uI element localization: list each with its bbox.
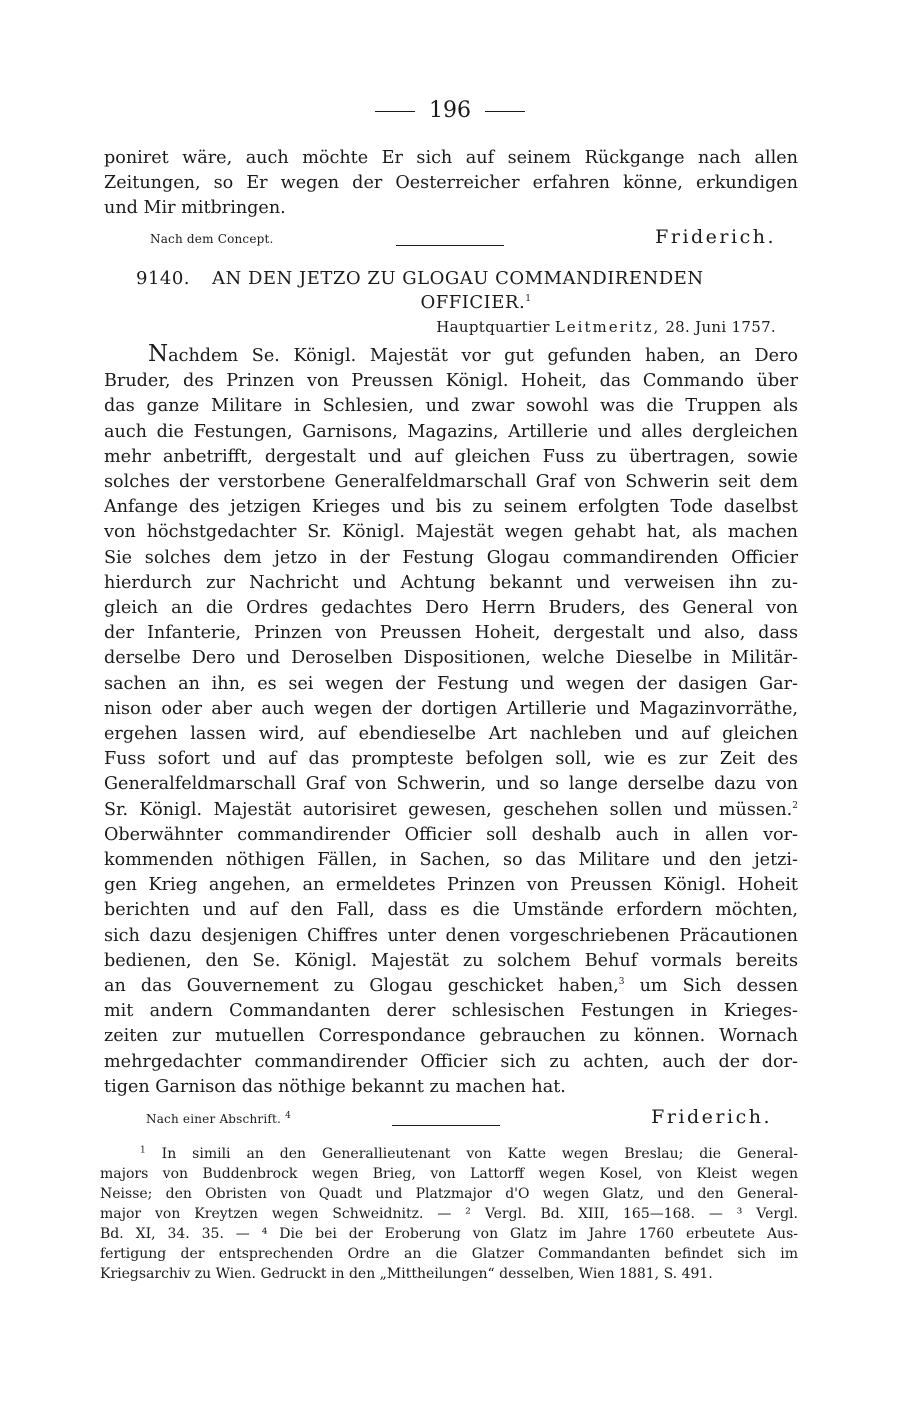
text-line: an das Gouvernement zu Glogau geschicket haben,$^3$ um Sich dessen <box>104 976 799 997</box>
text-line: kommenden nöthigen Fällen, in Sachen, so das Militare und den jetzi- <box>104 850 798 871</box>
footnote-line: majors von Buddenbrock wegen Brieg, von Lattorff wegen Kosel, von Kleist wegen <box>100 1166 798 1182</box>
text-line: Sie solches dem jetzo in der Festung Glogau commandirenden Officier <box>104 547 798 568</box>
letter-number: 9140. <box>136 268 191 289</box>
text-line: gleich an die Ordres gedachtes Dero Herrn Bruders, des General von <box>104 598 798 619</box>
footnote-line: major von Kreytzen wegen Schweidnitz. — ² Vergl. Bd. XIII, 165—168. — ³ Vergl. <box>100 1206 798 1222</box>
text-line: gen Krieg angehen, an ermeldetes Prinzen von Preussen Königl. Hoheit <box>104 875 798 896</box>
footnote-marker: 1 <box>140 1145 146 1156</box>
text-line: Anfange des jetzigen Krieges und bis zu seinem erfolgten Tode daselbst <box>104 497 798 518</box>
footnote-line: $^1$ In simili an den Generallieutenant von Katte wegen Breslau; die General- <box>140 1145 798 1162</box>
dateline-prefix: Hauptquartier <box>436 318 550 336</box>
footnote-marker: 1 <box>525 294 532 304</box>
page-number-dash-left <box>375 111 415 112</box>
footnote-marker: 4 <box>285 1111 291 1121</box>
separator-rule <box>392 1125 500 1126</box>
text-line: Bruder, des Prinzen von Preussen Königl. Hoheit, das Commando über <box>104 371 798 392</box>
source-note: Nach dem Concept. <box>150 232 274 246</box>
text-line: und Mir mitbringen. <box>104 198 286 219</box>
footnote-line: Bd. XI, 34. 35. — ⁴ Die bei der Eroberung von Glatz im Jahre 1760 erbeutete Aus- <box>100 1226 798 1242</box>
dateline-date: 28. Juni 1757. <box>665 318 776 336</box>
page-number-dash-right <box>485 111 525 112</box>
page-number-row <box>0 98 900 123</box>
letter-signature-row <box>104 1100 772 1128</box>
letter-title-line2-row <box>136 291 776 315</box>
text-line: bedienen, den Se. Königl. Majestät zu solchem Behuf vormals bereits <box>104 950 798 971</box>
text-line: Sr. Königl. Majestät autorisiret gewesen, geschehen sollen und müssen.$^2$ <box>104 799 798 820</box>
text-line: zeiten zur mutuellen Correspondance gebrauchen zu können. Wornach <box>104 1026 798 1047</box>
signature: Friderich. <box>651 1106 772 1128</box>
text-line: ergehen lassen wird, auf ebendieselbe Art nachleben und auf gleichen <box>104 724 798 745</box>
text-line: nison oder aber auch wegen der dortigen Artillerie und Magazinvorräthe, <box>104 698 798 719</box>
footnote-line: Neisse; den Obristen von Quadt und Platzmajor d'O wegen Glatz, und den General- <box>100 1186 798 1202</box>
footnotes <box>100 1144 798 1284</box>
footnote-line: fertigung der entsprechenden Ordre an die Glatzer Commandanten befindet sich im <box>100 1246 798 1262</box>
text-line: tigen Garnison das nöthige bekannt zu machen hat. <box>104 1076 566 1097</box>
footnote-line: Kriegsarchiv zu Wien. Gedruckt in den „Mittheilungen“ desselben, Wien 1881, S. 491. <box>100 1266 713 1282</box>
text-line: sachen an ihn, es sei wegen der Festung und wegen der dasigen Gar- <box>104 673 798 694</box>
dateline <box>436 318 776 336</box>
separator-rule <box>396 245 504 246</box>
text-line: mehr anbetrifft, dergestalt und auf gleichen Fuss zu übertragen, sowie <box>104 446 798 467</box>
letter-heading <box>136 267 776 315</box>
source-note: Nach einer Abschrift. $^4$ <box>146 1111 291 1126</box>
text-line: auch die Festungen, Garnisons, Magazins, Artillerie und alles dergleichen <box>104 421 798 442</box>
drop-cap: N <box>148 341 169 367</box>
text-line: Generalfeldmarschall Graf von Schwerin, und so lange derselbe dazu von <box>104 774 798 795</box>
letter-body <box>104 342 798 1100</box>
text-line: hierdurch zur Nachricht und Achtung bekannt und verweisen ihn zu- <box>104 572 798 593</box>
text-line: poniret wäre, auch möchte Er sich auf seinem Rückgange nach allen <box>104 148 798 168</box>
text-line: berichten und auf den Fall, dass es die Umstände erfordern möchten, <box>104 900 798 921</box>
text-line: das ganze Militare in Schlesien, und zwar sowohl was die Truppen als <box>104 396 798 417</box>
text-line: sich dazu desjenigen Chiffres unter denen vorgeschriebenen Präcautionen <box>104 925 798 946</box>
text-line: derselbe Dero und Deroselben Dispositionen, welche Dieselbe in Militär- <box>104 648 798 669</box>
text-line: Oberwähnter commandirender Officier soll deshalb auch in allen vor- <box>104 824 798 845</box>
previous-letter-signature-row <box>104 220 776 248</box>
text-line: von höchstgedachter Sr. Königl. Majestät wegen gehabt hat, als machen <box>104 522 798 543</box>
text-line: der Infanterie, Prinzen von Preussen Hoheit, dergestalt und also, dass <box>104 623 798 644</box>
page-number: 196 <box>429 98 471 123</box>
previous-letter-ending <box>104 146 798 222</box>
footnote-marker: 3 <box>618 977 625 988</box>
text-line: solches der verstorbene Generalfeldmarschall Graf von Schwerin seit dem <box>104 472 798 493</box>
text-line: Fuss sofort und auf das prompteste befolgen soll, wie es zur Zeit des <box>104 749 798 770</box>
letter-title-line2: OFFICIER. <box>420 292 526 313</box>
footnote-marker: 2 <box>792 800 798 811</box>
letter-title-line1: AN DEN JETZO ZU GLOGAU COMMANDIRENDEN <box>212 268 704 289</box>
dateline-place: Leitmeritz, <box>554 318 661 336</box>
text-line: mit andern Commandanten derer schlesischen Festungen in Krieges- <box>104 1001 798 1022</box>
text-line: Zeitungen, so Er wegen der Oesterreicher erfahren könne, erkundigen <box>104 173 798 194</box>
text-line: mehrgedachter commandirender Officier sich zu achten, auch der dor- <box>104 1051 798 1072</box>
text-line: Nachdem Se. Königl. Majestät vor gut gefunden haben, an Dero <box>148 341 798 367</box>
signature: Friderich. <box>655 226 776 248</box>
